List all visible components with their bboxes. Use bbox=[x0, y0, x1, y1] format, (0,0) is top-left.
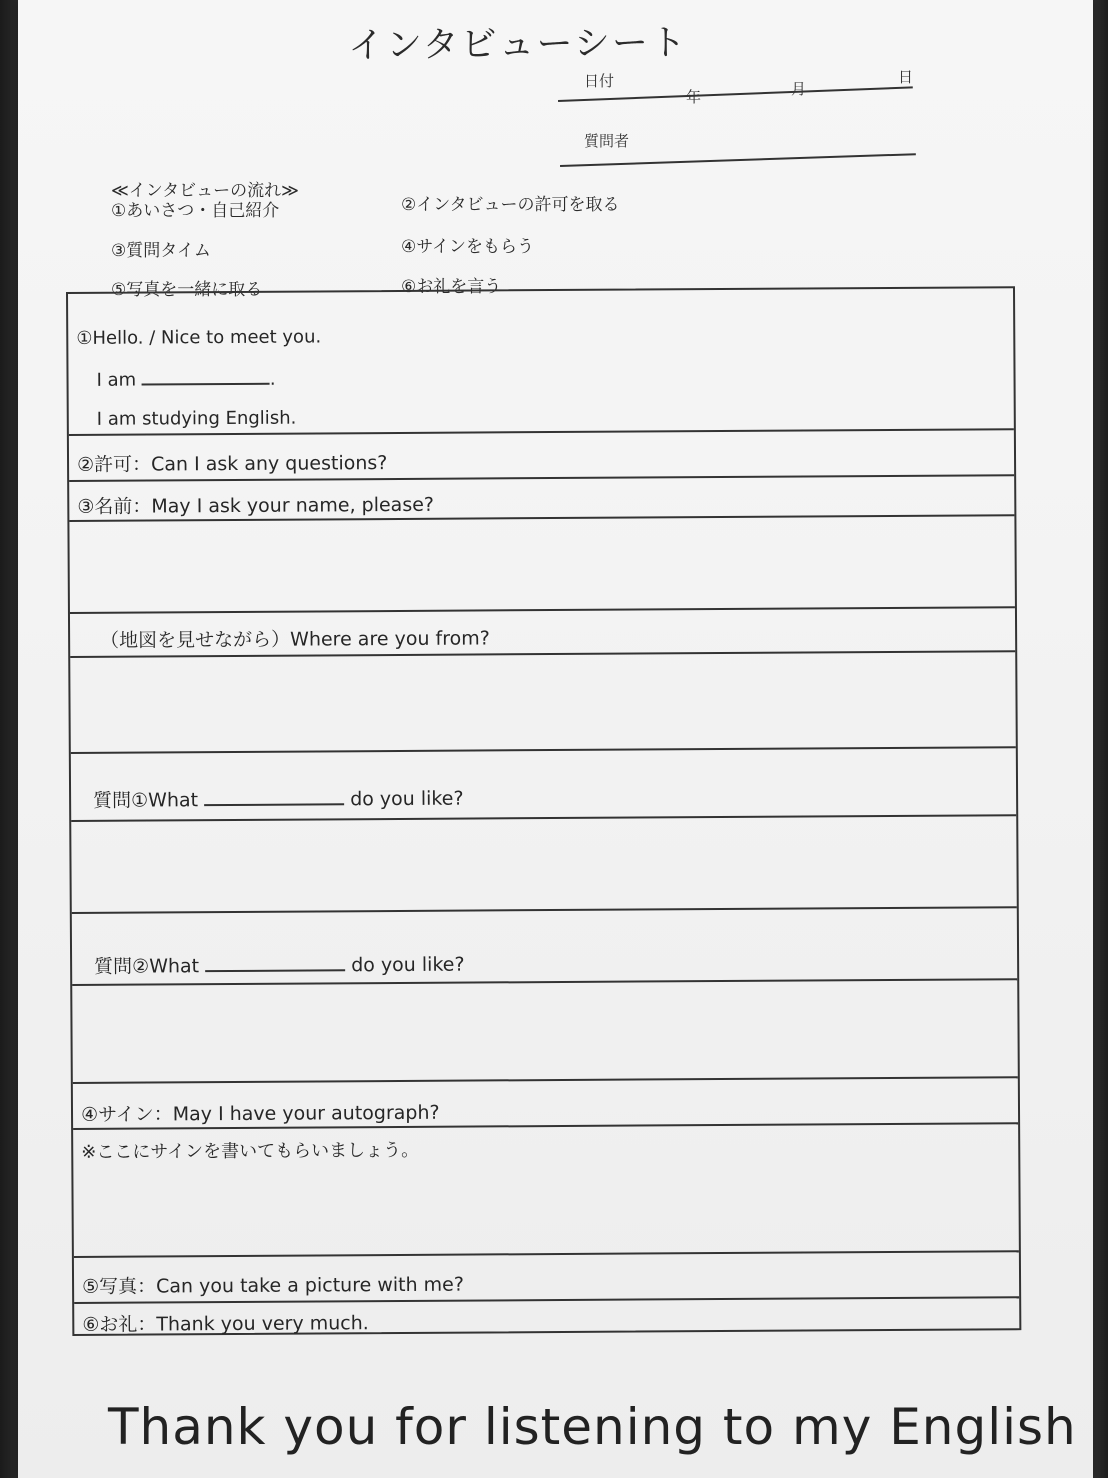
flow-step-3: ③質問タイム bbox=[111, 241, 211, 261]
autograph-space-row bbox=[73, 1124, 1019, 1258]
autograph-note: ※ここにサインを書いてもらいましょう。 bbox=[81, 1139, 420, 1163]
question-2-suffix: do you like? bbox=[351, 953, 465, 977]
thanks-text: ⑥お礼：Thank you very much. bbox=[82, 1312, 369, 1336]
flow-step-4: ④サインをもらう bbox=[401, 237, 535, 257]
autograph-row bbox=[73, 1078, 1018, 1130]
footer-text: Thank you for listening to my English bbox=[108, 1398, 1077, 1456]
flow-step-1: ①あいさつ・自己紹介 bbox=[111, 201, 280, 221]
name-answer-row bbox=[69, 516, 1015, 614]
where-from-text: （地図を見せながら）Where are you from? bbox=[100, 627, 490, 652]
autograph-text: ④サイン：May I have your autograph? bbox=[80, 1101, 440, 1126]
name-question-text: ③名前：May I ask your name, please? bbox=[77, 493, 435, 518]
photo-text: ⑤写真：Can you take a picture with me? bbox=[82, 1273, 464, 1298]
studying-text: I am studying English. bbox=[96, 407, 297, 430]
question-2-row bbox=[72, 908, 1017, 986]
greeting-row bbox=[68, 288, 1014, 436]
i-am-line bbox=[96, 369, 275, 391]
name-question-row bbox=[69, 476, 1014, 522]
flow-step-5: ⑤写真を一緒に取る bbox=[111, 280, 263, 300]
permission-row bbox=[69, 430, 1014, 482]
question-1-suffix: do you like? bbox=[350, 787, 464, 811]
question-1-text bbox=[93, 784, 464, 813]
question-1-prefix: 質問①What bbox=[93, 789, 199, 812]
flow-heading: ≪インタビューの流れ≫ bbox=[111, 181, 299, 201]
year-label: 年 bbox=[686, 88, 702, 106]
photo-row bbox=[74, 1252, 1019, 1304]
i-am-label: I am bbox=[96, 369, 137, 391]
question-2-prefix: 質問②What bbox=[94, 955, 200, 978]
question-2-answer-row bbox=[72, 980, 1018, 1084]
flow-step-2: ②インタビューの許可を取る bbox=[401, 195, 620, 215]
name-blank bbox=[142, 369, 270, 386]
question-1-row bbox=[71, 748, 1016, 822]
date-label: 日付 bbox=[584, 72, 615, 90]
permission-text: ②許可：Can I ask any questions? bbox=[76, 452, 388, 476]
sheet-title: インタビューシート bbox=[347, 22, 689, 67]
interviewer-line bbox=[560, 153, 916, 167]
flow-step-6: ⑥お礼を言う bbox=[401, 277, 502, 297]
where-answer-row bbox=[70, 652, 1016, 754]
question-2-blank bbox=[205, 955, 345, 972]
thanks-row bbox=[74, 1298, 1019, 1334]
interview-table bbox=[66, 286, 1021, 1336]
question-2-text bbox=[94, 950, 465, 979]
month-label: 月 bbox=[791, 80, 807, 98]
interviewer-label: 質問者 bbox=[584, 132, 630, 150]
i-am-period: . bbox=[269, 368, 276, 390]
day-label: 日 bbox=[898, 68, 914, 86]
interview-sheet bbox=[18, 0, 1093, 1478]
question-1-answer-row bbox=[71, 816, 1017, 914]
greeting-text: ①Hello. / Nice to meet you. bbox=[76, 326, 322, 349]
where-from-row bbox=[70, 608, 1015, 658]
question-1-blank bbox=[204, 789, 344, 806]
